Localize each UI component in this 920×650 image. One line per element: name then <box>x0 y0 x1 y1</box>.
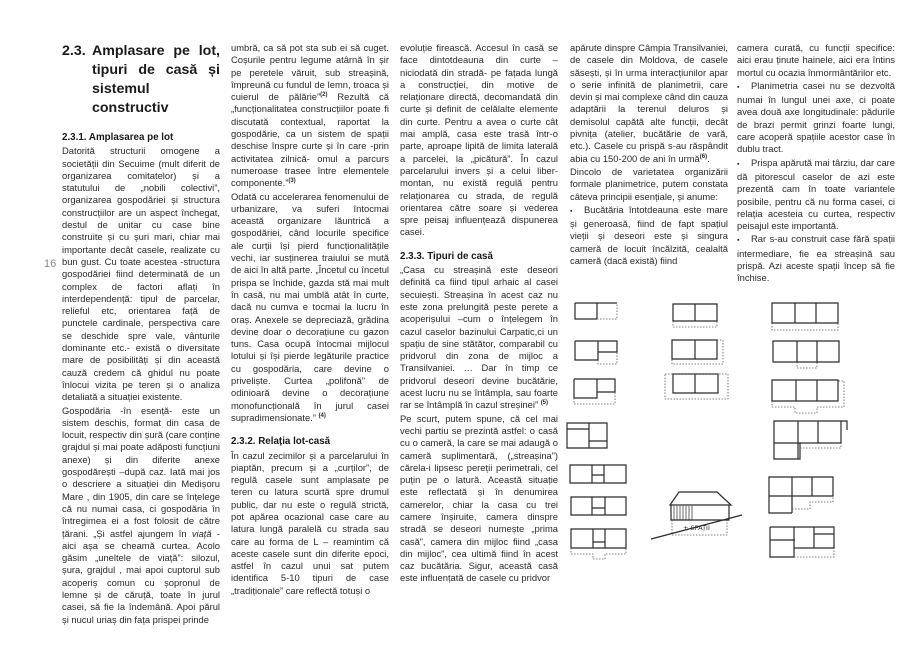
plan-sketch <box>571 529 626 559</box>
plan-sketch <box>772 380 844 413</box>
column-3 <box>400 42 558 586</box>
plan-sketch <box>574 379 615 404</box>
text: Prispa apărută mai târziu, dar care dă pitorescul caselor de azi este prezentă cam în toate variantele posibile, pentru că nu forma casei, ci relația acesteia cu curtea, respectiv peisajul este importantă. <box>737 156 895 232</box>
text: - aici așa se cheamă curtea. Acolo găsim „uneltele de viață”: silozul, șura, grajdul , mai apoi cuptorul sub acoperiș comun cu șopronul de lemne și de căruță, toate în jurul casei, să fie la îndemână. Apoi părul și nucul uriaș din fața prispei prinde <box>62 527 220 625</box>
floor-plan-sketches <box>555 290 905 580</box>
plan-sketch <box>774 421 847 459</box>
text: Rezultă că „funcționalitatea construcțiilor poate fi discutată contextual, raportat la gospodărie, ca un sistem de spații deschise înspre curte și în care -prin activitatea zilnică- omul a parcurs numeroase trasee între elementele componente.” <box>231 91 389 189</box>
paragraph: Pe scurt, putem spune, că cel mai vechi partiu se prezintă astfel: o casă cu o cameră, la care se mai adaugă o cameră suplimentară, („streașina”) cărela-i lipsesc pereții perimetrali, cel puțin pe o latură. Această situație este reflectată și în denumirea camerelor, chiar la casa cu trei camere înșiruite, camera dinspre stradă se deseori numește „prima casă”, camera din mijloc fiind „casa din mijloc”, cea ultimă fiind în acest caz bucătăria. Sigur, această casă este influențată de casele cu pridvor <box>400 412 558 584</box>
text: apărute dinspre Câmpia Transilvaniei, de casele din Moldova, de casele săsești, și în urma interacțiunilor apar o serie infinită de planimetrii, care devin și mai complexe când din cauza adaptării la terenul deluros și demisolul capătă alte funcții, decât pivnița (atelier, bucătărie de vară, etc.). Casele cu prispă s-au răspândit abia cu 150-200 de ani în urmă <box>570 42 728 164</box>
column-4 <box>570 42 728 268</box>
text: . <box>707 152 710 164</box>
paragraph: În cazul zecimilor și a parcelarului în piaptăn, precum și a „curților”, de regulă casele sunt amplasate pe teren cu latura scurtă spre drumul public, dar nu este o regulă strictă, pot apărea ocazional case care au latura lungă paralelă cu strada sau care au forma de L – reamintim că aceste casele sunt din diferite epoci, astfel în cazul unui sat putem identifica 5-10 tipuri de case „tradiționale” care reflectă totuși o <box>231 449 389 596</box>
plan-sketch <box>772 303 838 330</box>
column-2 <box>231 42 389 598</box>
paragraph: evoluție firească. Accesul în casă se face dintotdeauna din curte – niciodată din stradă- pe fațada lungă a construcției, din motive de relaționare directă, decomandată din curte și definit de celălalte elemente din curte. Pentru a avea o curte cât mai amplă, casa este trasă într-o parte, aproape lipită de limita laterală a parcelei, la „picătură”. În cazul parcelarului invers și a celui liber-montan, nu există regulă pentru relaționarea cu strada, de regulă orientarea către soare și vederea spre peisaj influențează dispunerea casei. <box>400 42 558 238</box>
plan-sketch <box>575 303 617 319</box>
text: Planimetria casei nu se dezvoltă numai în lungul unei axe, ci poate avea două axe longitudinale: pădurile de brazi permit grinzi foarte lungi, care acoperă spațiile acestor case în dublu tract. <box>737 79 895 155</box>
text: Bucătăria întotdeauna este mare și generoasă, fiind de fapt spațiul vieții și deseori este și singura cameră de locuit încălzită, cealaltă cameră (dacă există) fiind <box>570 203 728 267</box>
bullet-icon: ▪ <box>737 237 740 245</box>
paragraph <box>231 42 389 190</box>
footnote-ref: (5) <box>540 400 549 407</box>
column-1 <box>62 42 220 627</box>
plan-sketch <box>769 477 833 513</box>
paragraph: Datorită structurii omogene a societății din Secuime (mult diferit de organizarea comitatelor) și a statutului de „nobili colectivi”, organizarea gospodăriei și structura construcțiilor are un aspect închegat, destul de unitar cu case bine construite și cu șuri mari, chiar mai importante decât casele, realizate cu bun gust. Cu toate acestea -structura gospodăriei fiind determinată de un complex de factori aflați în interdependență: tipul de parcelar, relieful etc, orientarea față de punctele cardinale, perspectiva care se deschide spre vale, vânturile dominante etc.- există o diversitate mare de posibilități și din această cauză credem că ghidul nu poate înlocui vizita pe teren și o analiza detaliată a situației existente. <box>62 145 220 403</box>
footnote-ref: (6) <box>699 153 708 160</box>
plan-sketch <box>571 497 626 515</box>
paragraph: camera curată, cu funcții specifice: aici erau ținute hainele, aici era întins mortul cu ocazia înmormântărilor etc. <box>737 42 895 78</box>
section-heading <box>62 42 220 118</box>
subheading-2-3-3: 2.3.3. Tipuri de casă <box>400 250 493 262</box>
bullet-icon: ▪ <box>737 160 740 168</box>
section-number: 2.3. <box>62 43 86 59</box>
paragraph <box>62 405 220 626</box>
text: Gospodăria -în esență- este un sistem deschis, format din casa de locuit, respectiv din șură (care conține grajdul și mai poate adăposti funcțiuni anexe) și din diferite anexe gospodărești –după caz. Iată mai jos o descriere a situației din Medișoru Mare , din 1905, din care se înțelege că nu numai casa, ci gospodăria în întregimea ei a fost folosit de către țărani. „Și astfel ajungem în <box>62 404 220 539</box>
plan-sketch <box>773 341 839 368</box>
house-section-sketch <box>651 492 742 539</box>
text: Odată cu accelerarea fenomenului de urbanizare, va suferi întocmai această organizare lăuntrică a gospodăriei, când locurile specifice ale curții își pierd funcționalitățile vechi, iar susținerea traiului se mută de aici în altă parte. „Încetul cu încetul prispa se închide, gazda stă mai mult în casă, nu mai umblă atât în curte, dacă nu cumva e tocmai la lucru în oraș. Anexele se depreciază, grădina devine doar o decorațiune cu gazon tuns. Casa ocupă întocmai mijlocul lotului și își pierde legăturile practice cu gospodăria, care devine o priveliște. Curtea „polifonă” de odinioară devine o decorațiune monofuncțională în jurul casei supradimensionate.” <box>231 190 389 423</box>
paragraph <box>231 191 389 425</box>
italic-text: viață <box>191 527 212 539</box>
footnote-ref: (2) <box>320 92 328 99</box>
section-title: Amplasare pe lot, tipuri de casă și sistemul constructiv <box>92 43 220 116</box>
plan-sketch <box>673 304 717 327</box>
subheading-2-3-1: 2.3.1. Amplasarea pe lot <box>62 132 174 143</box>
plan-sketch <box>665 374 728 399</box>
text: Rar s-au construit case fără spații intermediare, fie ea streașină sau prispă. Azi aceste spații încep să fie închise. <box>737 233 895 284</box>
plan-sketch <box>575 341 617 364</box>
paragraph <box>400 264 558 412</box>
sketch-label: + SPAȚII <box>683 524 710 532</box>
bullet-icon: ▪ <box>570 207 573 215</box>
plan-sketch <box>570 465 626 483</box>
text: „Casa cu streașină este deseori definită ca fiind tipul arhaic al casei secuiești. Streașina în acest caz nu este zona prelungită peste perete a acoperișului –cum o înțelegem în cazul caselor bazinului Carpatic,ci un spațiu de sine stătător, comparabil cu pridvorul din zona de mijloc a Transilvaniei. … Dar în timp ce pridvorul deseori devine bucătărie, acest lucru nu se întâmpla, sau foarte rar se întâmplă în cazul streșinei” <box>400 264 558 411</box>
column-5 <box>737 42 895 286</box>
page-number: 16 <box>44 258 57 270</box>
paragraph: Dincolo de varietatea organizării formale planimetrice, putem constata câteva principii esențiale, și anume: <box>570 165 728 202</box>
bullet-item <box>737 80 895 156</box>
subheading-2-3-2: 2.3.2. Relația lot-casă <box>231 436 331 448</box>
plan-sketch <box>567 423 607 448</box>
bullet-item <box>570 204 728 267</box>
paragraph <box>570 42 728 165</box>
bullet-item <box>737 233 895 284</box>
plan-sketch <box>672 340 723 364</box>
plan-sketch <box>770 527 834 557</box>
footnote-ref: (4) <box>318 412 326 419</box>
bullet-item <box>737 157 895 233</box>
bullet-icon: ▪ <box>737 83 740 91</box>
text: umbră, ca să pot sta sub ei să cuget. Coșurile pentru legume atârnă în șir pe peretele văruit, sub streașină, împreună cu fundul de lemn, troaca și cuierul de pălărie” <box>231 42 389 103</box>
footnote-ref: (3) <box>288 178 296 185</box>
